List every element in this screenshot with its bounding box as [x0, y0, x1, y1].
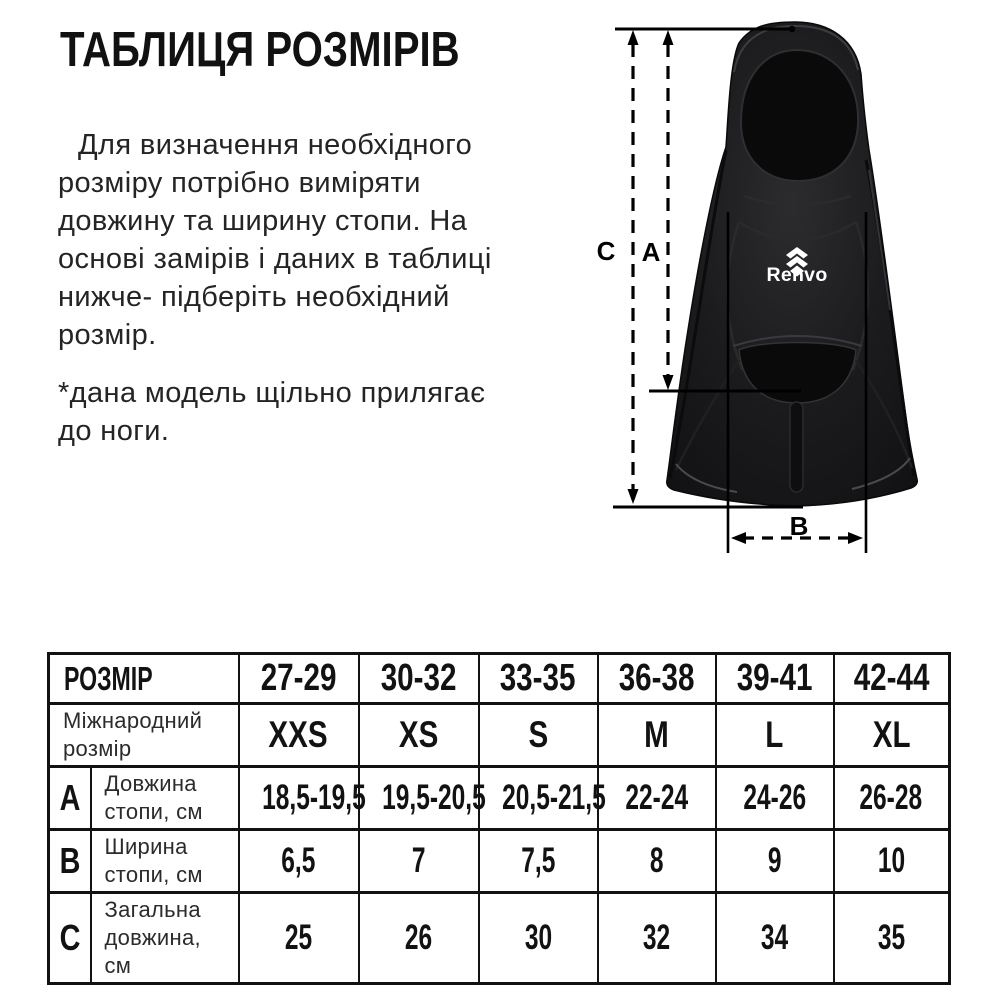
table-row-foot-width: [49, 830, 950, 893]
arrowhead-down-icon: [663, 375, 674, 390]
size-table: [47, 652, 951, 985]
swim-fin-illustration: [667, 22, 917, 506]
note-line: *дана модель щільно прилягає: [58, 377, 486, 409]
value-cell: 24-26: [716, 767, 834, 830]
value-cell: 7: [359, 830, 479, 893]
value-cell: 26: [359, 893, 479, 984]
intro-line: Для визначення необхідного: [78, 129, 473, 161]
arrowhead-up-icon: [628, 30, 639, 45]
size-cell: 33-35: [479, 654, 598, 704]
table-row-sizes: [49, 654, 950, 704]
value-cell: 20,5-21,5: [479, 767, 598, 830]
intl-cell: XL: [834, 704, 950, 767]
value-cell: 10: [834, 830, 950, 893]
table-row-foot-length: [49, 767, 950, 830]
size-cell: 39-41: [716, 654, 834, 704]
intl-label-cell: Міжнародний розмір: [49, 704, 239, 767]
dimension-label-c: C: [596, 236, 616, 266]
letter-cell: B: [49, 830, 91, 893]
value-cell: 19,5-20,5: [359, 767, 479, 830]
letter-cell: A: [49, 767, 91, 830]
value-cell: 7,5: [479, 830, 598, 893]
header-cell: [49, 654, 239, 704]
intro-line: розміру потрібно виміряти: [58, 167, 421, 199]
note-line: до ноги.: [58, 415, 170, 447]
dimension-label-b: B: [789, 511, 809, 541]
intl-cell: XS: [359, 704, 479, 767]
table-row-international: [49, 704, 950, 767]
fit-note: [58, 374, 485, 450]
rozmir-label: РОЗМІР: [64, 659, 153, 697]
intro-paragraph: [58, 126, 492, 354]
intl-cell: S: [479, 704, 598, 767]
arrowhead-down-icon: [628, 489, 639, 504]
value-cell: 32: [598, 893, 716, 984]
foot-opening: [741, 50, 858, 181]
arrowhead-up-icon: [663, 30, 674, 45]
value-cell: 26-28: [834, 767, 950, 830]
intro-line: довжину та ширину стопи. На: [58, 205, 468, 237]
value-cell: 30: [479, 893, 598, 984]
intro-line: розмір.: [58, 319, 157, 351]
size-cell: 42-44: [834, 654, 950, 704]
intl-cell: L: [716, 704, 834, 767]
value-cell: 9: [716, 830, 834, 893]
size-cell: 27-29: [239, 654, 359, 704]
intl-cell: M: [598, 704, 716, 767]
value-cell: 34: [716, 893, 834, 984]
table-row-total-length: [49, 893, 950, 984]
arrowhead-left-icon: [731, 532, 746, 544]
value-cell: 8: [598, 830, 716, 893]
value-cell: 25: [239, 893, 359, 984]
value-cell: 35: [834, 893, 950, 984]
arrowhead-right-icon: [848, 532, 863, 544]
dimension-label-a: A: [641, 237, 661, 267]
fin-measurement-diagram: [580, 0, 1000, 620]
size-cell: 36-38: [598, 654, 716, 704]
intro-line: основі замірів і даних в таблиці: [58, 243, 492, 275]
letter-cell: C: [49, 893, 91, 984]
row-label-cell: Загальна довжина, см: [91, 893, 239, 984]
row-label-cell: Ширина стопи, см: [91, 830, 239, 893]
page-title: ТАБЛИЦЯ РОЗМІРІВ: [60, 23, 460, 77]
row-label-cell: Довжина стопи, см: [91, 767, 239, 830]
intl-cell: XXS: [239, 704, 359, 767]
intro-line: нижче- підберіть необхідний: [58, 281, 450, 313]
value-cell: 6,5: [239, 830, 359, 893]
value-cell: 22-24: [598, 767, 716, 830]
value-cell: 18,5-19,5: [239, 767, 359, 830]
size-cell: 30-32: [359, 654, 479, 704]
renvo-logo-text: Renvo: [766, 264, 828, 286]
